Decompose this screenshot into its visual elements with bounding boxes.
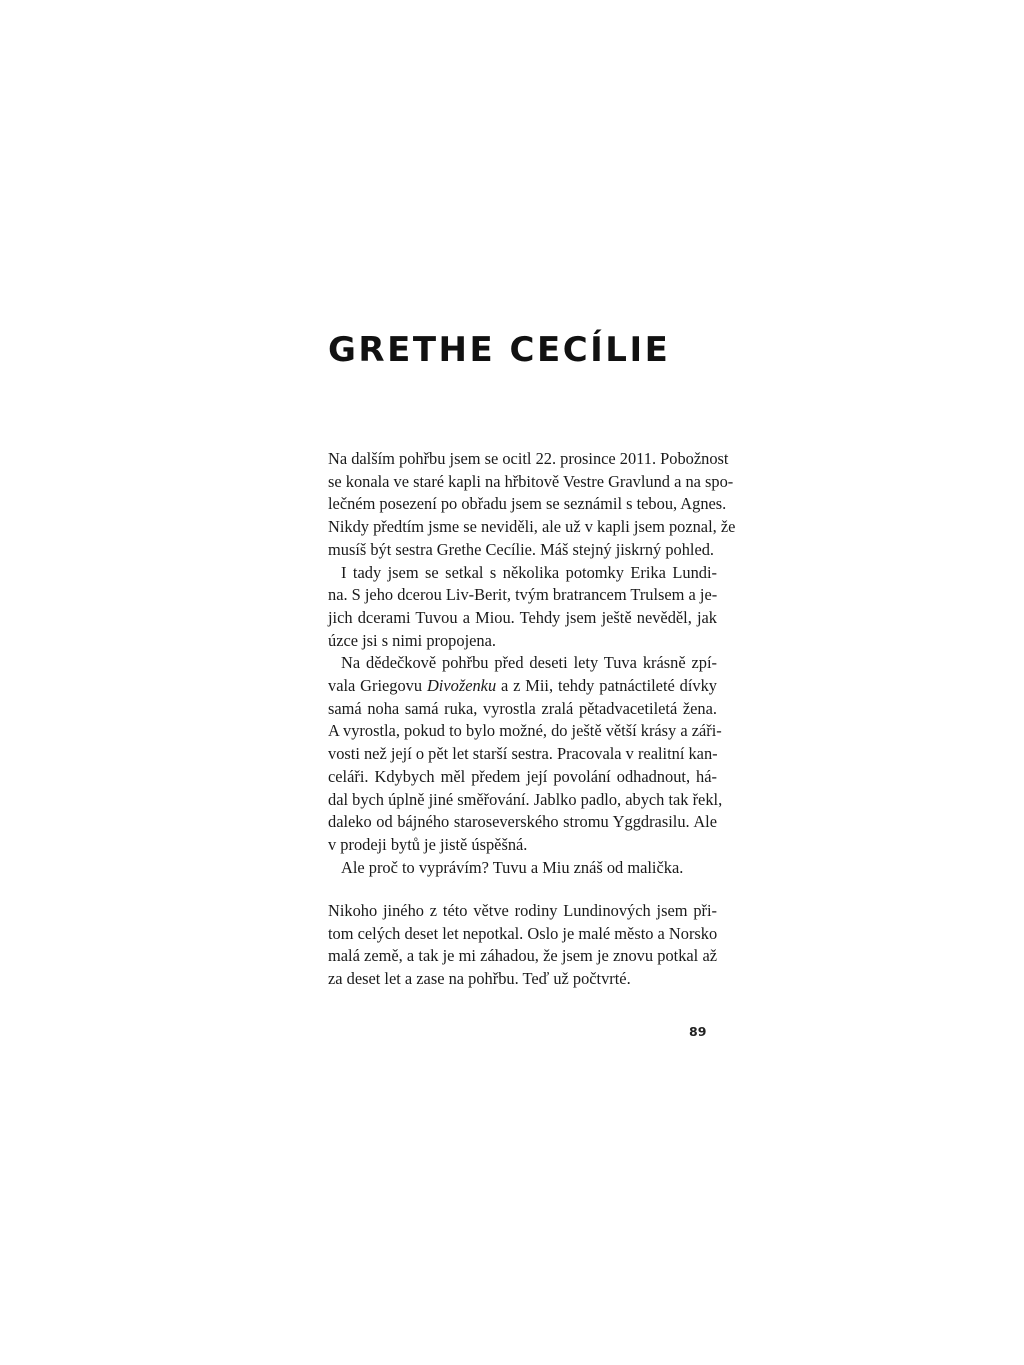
- page-number: 89: [689, 1024, 707, 1039]
- paragraph-3: Na dědečkově pohřbu před deseti lety Tuva krásně zpí- vala Griegovu Divoženku a z Mii, tehdy patnáctileté dívky samá noha samá ruka, vyrostla zralá pětadvacetiletá žena. A vyrostla, pokud to bylo možné, do ještě větší krásy a záři- vosti než její o pět let starší sestra. Pracovala v realitní kan- celáři. Kdybych měl předem její povolání odhadnout, há- dal bych úplně jiné směřování. Jablko padlo, abych tak řekl, daleko od bájného staroseverského stromu Yggdrasilu. Ale v prodeji bytů je jistě úspěšná.: [328, 653, 723, 854]
- paragraph-2: I tady jsem se setkal s několika potomky Erika Lundi- na. S jeho dcerou Liv-Berit, tvým bratrancem Trulsem a je- jich dcerami Tuvou a Miou. Tehdy jsem ještě nevěděl, jak úzce jsi s nimi propojena.: [328, 562, 718, 650]
- text-section-2: [328, 900, 717, 991]
- song-title: Divoženku: [426, 676, 497, 696]
- text-section-1: [328, 448, 736, 879]
- paragraph-4: [328, 857, 717, 880]
- paragraph-5: Nikoho jiného z této větve rodiny Lundinových jsem při- tom celých deset let nepotkal. Oslo je malé město a Norsko malá země, a tak je mi záhadou, že jsem je znovu potkal až za deset let a zase na pohřbu. Teď už počtvrté.: [328, 901, 718, 989]
- paragraph-4-text: Ale proč to vyprávím? Tuvu a Miu znáš od malička.: [341, 857, 684, 877]
- paragraph-1: Na dalším pohřbu jsem se ocitl 22. prosince 2011. Pobožnost se konala ve staré kapli na hřbitově Vestre Gravlund a na spo- lečném posezení po obřadu jsem se seznámil s tebou, Agnes. Nikdy předtím jsme se neviděli, ale už v kapli jsem poznal, že musíš být sestra Grethe Cecílie. Máš stejný jiskrný pohled.: [328, 449, 736, 559]
- chapter-title: GRETHE CECÍLIE: [328, 330, 671, 370]
